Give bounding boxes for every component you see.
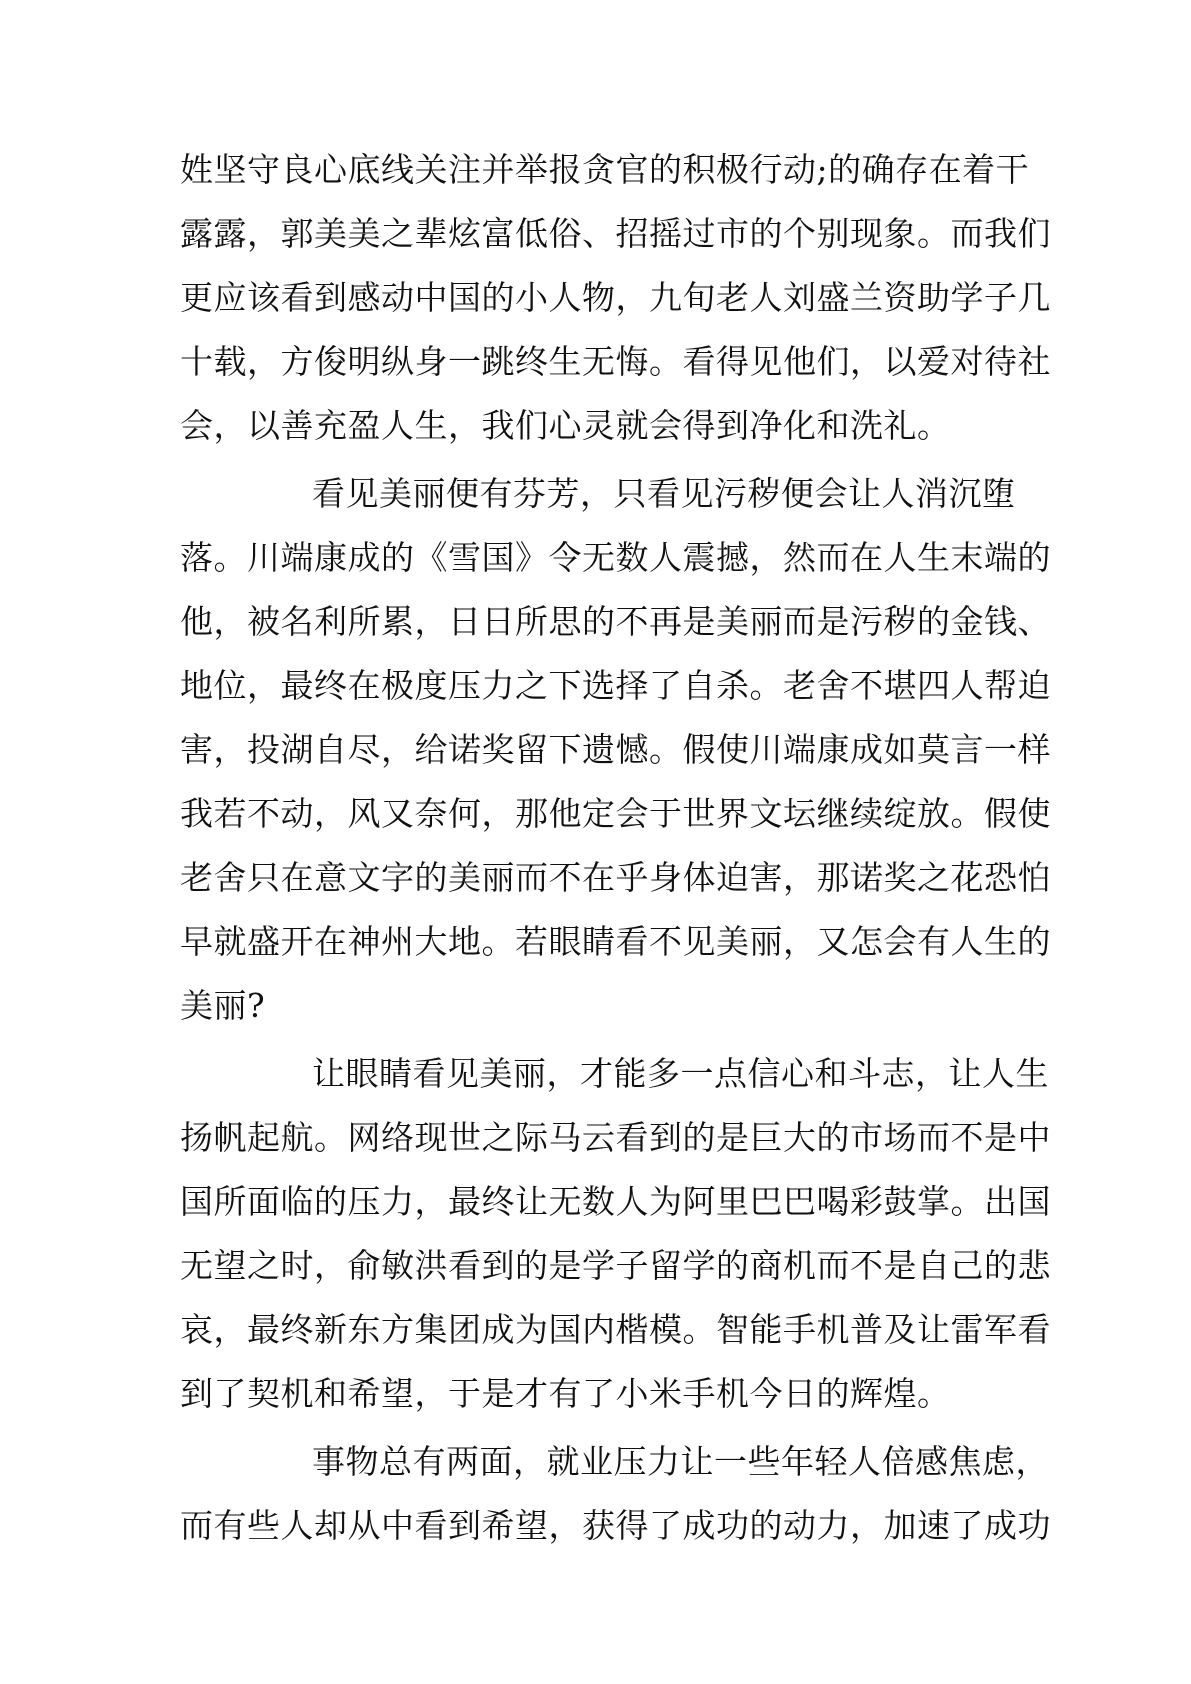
- document-body: [180, 138, 1051, 1558]
- text-line: 事物总有两面，就业压力让一些年轻人倍感焦虑，: [312, 1442, 1049, 1481]
- text-line: 姓坚守良心底线关注并举报贪官的积极行动;的确存在着干: [180, 150, 1030, 189]
- paragraph-4: [180, 1430, 1051, 1558]
- text-line: 而有些人却从中看到希望，获得了成功的动力，加速了成功: [180, 1506, 1051, 1545]
- text-line: 国所面临的压力，最终让无数人为阿里巴巴喝彩鼓掌。出国: [180, 1182, 1051, 1221]
- text-line: 他，被名利所累，日日所思的不再是美丽而是污秽的金钱、: [180, 602, 1051, 641]
- text-line: 美丽?: [180, 986, 266, 1025]
- text-line: 让眼睛看见美丽，才能多一点信心和斗志，让人生: [312, 1054, 1049, 1093]
- text-line: 会，以善充盈人生，我们心灵就会得到净化和洗礼。: [180, 406, 951, 445]
- text-line: 我若不动，风又奈何，那他定会于世界文坛继续绽放。假使: [180, 794, 1051, 833]
- paragraph-1: [180, 138, 1051, 458]
- text-line: 落。川端康成的《雪国》令无数人震撼，然而在人生末端的: [180, 538, 1051, 577]
- text-line: 老舍只在意文字的美丽而不在乎身体迫害，那诺奖之花恐怕: [180, 858, 1051, 897]
- text-line: 哀，最终新东方集团成为国内楷模。智能手机普及让雷军看: [180, 1310, 1051, 1349]
- text-line: 害，投湖自尽，给诺奖留下遗憾。假使川端康成如莫言一样: [180, 730, 1051, 769]
- paragraph-3: [180, 1042, 1051, 1426]
- text-line: 无望之时，俞敏洪看到的是学子留学的商机而不是自己的悲: [180, 1246, 1051, 1285]
- text-line: 露露，郭美美之辈炫富低俗、招摇过市的个别现象。而我们: [180, 214, 1051, 253]
- text-line: 更应该看到感动中国的小人物，九旬老人刘盛兰资助学子几: [180, 278, 1051, 317]
- text-line: 早就盛开在神州大地。若眼睛看不见美丽，又怎会有人生的: [180, 922, 1051, 961]
- text-line: 十载，方俊明纵身一跳终生无悔。看得见他们，以爱对待社: [180, 342, 1051, 381]
- text-line: 看见美丽便有芬芳，只看见污秽便会让人消沉堕: [312, 474, 1016, 513]
- paragraph-2: [180, 462, 1051, 1038]
- text-line: 地位，最终在极度压力之下选择了自杀。老舍不堪四人帮迫: [180, 666, 1051, 705]
- text-line: 扬帆起航。网络现世之际马云看到的是巨大的市场而不是中: [180, 1118, 1051, 1157]
- text-line: 到了契机和希望，于是才有了小米手机今日的辉煌。: [180, 1374, 951, 1413]
